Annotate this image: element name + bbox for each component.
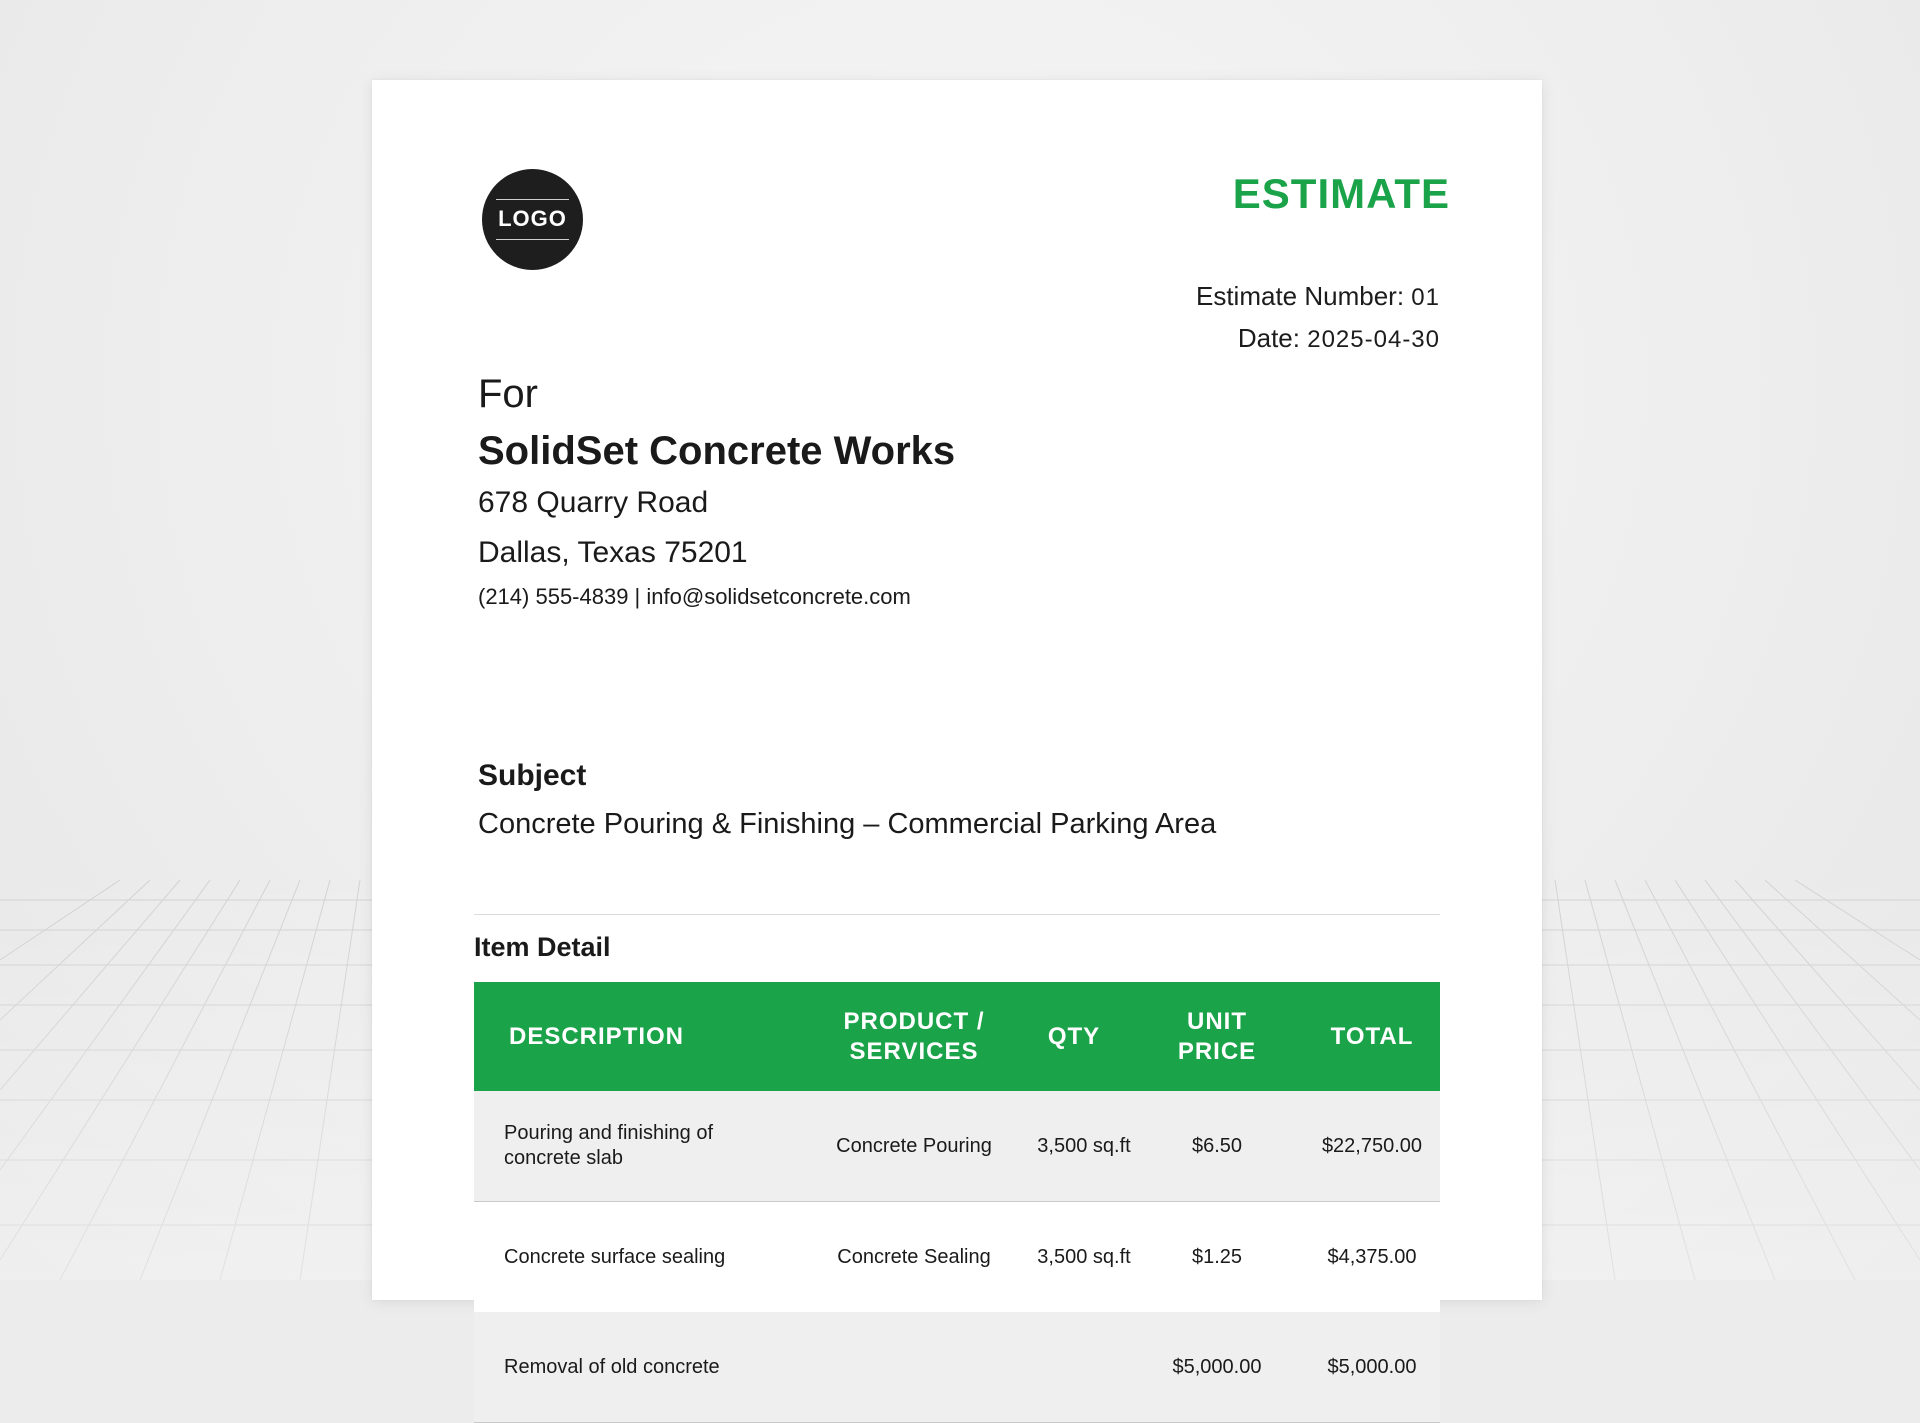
client-block (478, 370, 955, 614)
row-unit-price: $6.50 (1191, 1134, 1243, 1157)
header-product: PRODUCT / SERVICES (843, 1007, 985, 1065)
table-header (474, 982, 1440, 1091)
date-line (1196, 318, 1440, 360)
logo-rule-bottom (496, 239, 569, 240)
estimate-number-line (1196, 276, 1440, 318)
row-total: $22,750.00 (1321, 1134, 1423, 1157)
row-description: Removal of old concrete (504, 1355, 720, 1378)
estimate-number-value: 01 (1411, 284, 1440, 311)
date-label: Date: (1237, 323, 1300, 353)
date-value: 2025-04-30 (1307, 326, 1440, 353)
header-total: TOTAL (1330, 1022, 1414, 1050)
estimate-document (372, 80, 1542, 1378)
row-unit-price: $5,000.00 (1172, 1355, 1262, 1378)
client-address-line1: 678 Quarry Road (478, 486, 709, 519)
subject-text: Concrete Pouring & Finishing – Commercial Parking Area (478, 808, 1217, 840)
subject-block (478, 756, 1216, 844)
row-product: Concrete Sealing (837, 1245, 991, 1268)
client-address-line2: Dallas, Texas 75201 (478, 536, 748, 569)
document-title: ESTIMATE (1232, 170, 1450, 217)
logo-text: LOGO (498, 206, 567, 231)
row-unit-price: $1.25 (1191, 1245, 1243, 1268)
table-row (474, 1091, 1440, 1202)
row-description: Concrete surface sealing (504, 1245, 726, 1268)
row-total: $5,000.00 (1327, 1355, 1417, 1378)
header-description: DESCRIPTION (509, 1022, 685, 1050)
row-description: Pouring and finishing of concrete slab (504, 1122, 714, 1169)
row-total: $4,375.00 (1327, 1245, 1417, 1268)
header-qty: QTY (1047, 1022, 1101, 1050)
row-product: Concrete Pouring (836, 1134, 992, 1157)
table-row (474, 1202, 1440, 1312)
row-product (829, 1312, 999, 1422)
table-row (474, 1312, 1440, 1423)
items-table (474, 982, 1440, 1423)
row-qty (1019, 1312, 1149, 1422)
header-unit-price: UNIT PRICE (1177, 1007, 1257, 1065)
subject-label: Subject (478, 759, 587, 792)
estimate-meta (1196, 276, 1440, 360)
estimate-number-label: Estimate Number: (1195, 281, 1405, 311)
company-logo (482, 169, 583, 270)
for-label: For (478, 372, 538, 416)
item-detail-label: Item Detail (474, 932, 611, 962)
client-contact: (214) 555-4839 | info@solidsetconcrete.com (478, 584, 911, 609)
row-qty: 3,500 sq.ft (1037, 1245, 1131, 1268)
section-divider (474, 914, 1440, 915)
client-name: SolidSet Concrete Works (478, 429, 956, 473)
logo-rule-top (496, 199, 569, 200)
row-qty: 3,500 sq.ft (1037, 1134, 1131, 1157)
